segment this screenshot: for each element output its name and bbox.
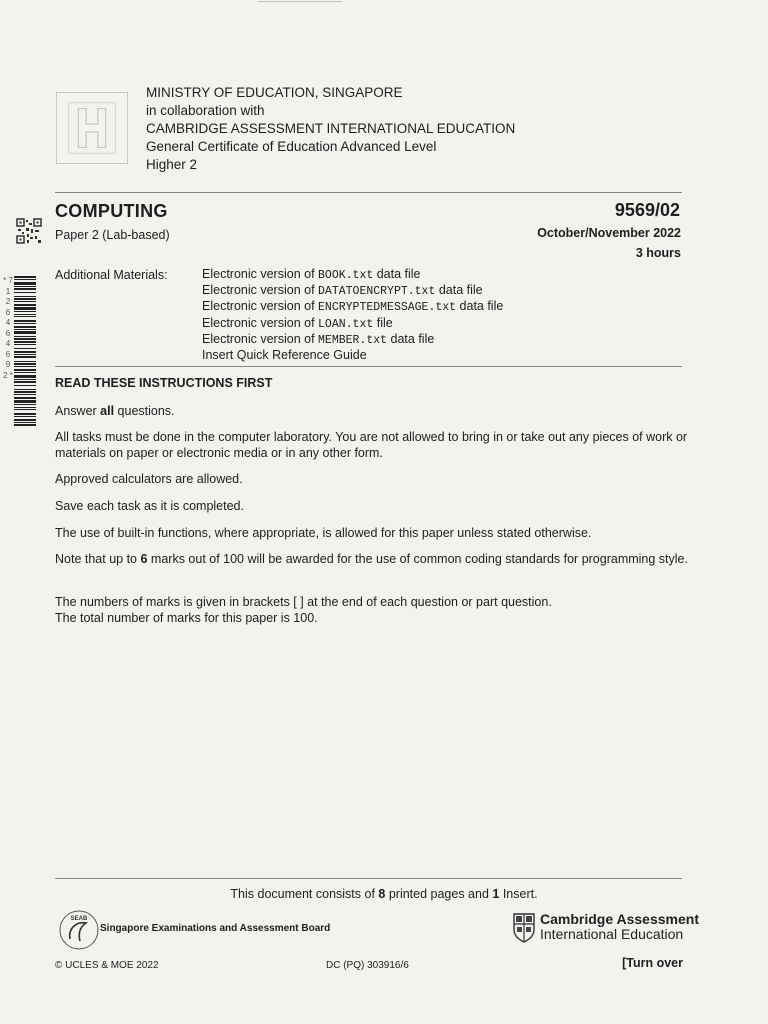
- copyright: © UCLES & MOE 2022: [55, 960, 159, 971]
- cambridge-name: [540, 912, 699, 942]
- header-block: [146, 84, 515, 174]
- barcode-bar: [14, 369, 36, 371]
- syllabus-code: 9569/02: [614, 200, 680, 220]
- barcode-bar: [14, 354, 36, 355]
- instruction-lab: All tasks must be done in the computer laboratory. You are not allowed to bring in or take out any pieces of work or materials on paper or electronic media or in any other form.: [55, 430, 688, 460]
- barcode-bar: [14, 361, 36, 362]
- barcode-bar: [14, 424, 36, 426]
- material-item: Insert Quick Reference Guide: [202, 348, 367, 363]
- top-scan-line: [258, 1, 342, 2]
- barcode-bar: [14, 416, 36, 417]
- cambridge-shield-icon: [512, 912, 536, 944]
- material-item: Electronic version of BOOK.txt data file: [202, 267, 421, 282]
- instruction-save: Save each task as it is completed.: [55, 499, 244, 513]
- instruction-builtin: The use of built-in functions, where appropriate, is allowed for this paper unless stated otherwise.: [55, 526, 592, 540]
- exam-session: October/November 2022: [537, 226, 681, 240]
- turn-over: [Turn over: [622, 956, 683, 970]
- barcode-bar: [14, 409, 36, 410]
- barcode-bar: [14, 316, 36, 317]
- barcode-bar: [14, 336, 36, 337]
- seab-name: Singapore Examinations and Assessment Board: [100, 923, 331, 934]
- barcode-bar: [14, 282, 36, 285]
- barcode-bar: [14, 341, 36, 343]
- barcode-bar: [14, 389, 36, 390]
- instructions-heading: READ THESE INSTRUCTIONS FIRST: [55, 376, 273, 390]
- instruction-coding-standards: Note that up to 6 marks out of 100 will be awarded for the use of common coding standards for programming style.: [55, 552, 688, 566]
- barcode-bar: [14, 292, 36, 293]
- page-count-note: This document consists of 8 printed pages and 1 Insert.: [230, 887, 538, 901]
- barcode-bar: [14, 344, 36, 345]
- barcode-bar: [14, 276, 36, 278]
- qr-code-icon: [16, 218, 42, 244]
- paper-name: Paper 2 (Lab-based): [55, 228, 170, 242]
- cambridge-line-1: Cambridge Assessment: [540, 911, 699, 927]
- barcode-icon: [14, 276, 36, 426]
- barcode-bar: [14, 356, 36, 358]
- header-cambridge: CAMBRIDGE ASSESSMENT INTERNATIONAL EDUCATION: [146, 121, 516, 136]
- barcode-bar: [14, 404, 36, 405]
- barcode-bar: [14, 296, 36, 297]
- barcode-bar: [14, 286, 36, 287]
- svg-text:SEAB: SEAB: [70, 916, 88, 922]
- barcode-bar: [14, 407, 36, 408]
- barcode-bar: [14, 351, 36, 353]
- barcode-bar: [14, 413, 36, 415]
- exam-duration: 3 hours: [635, 246, 681, 260]
- header-level: Higher 2: [146, 157, 198, 172]
- barcode-bar: [14, 329, 36, 330]
- cambridge-line-2: International Education: [540, 926, 684, 942]
- barcode-bar: [14, 385, 36, 386]
- barcode-bar: [14, 363, 36, 365]
- h-letter-icon: [57, 93, 127, 163]
- instruction-marks: The numbers of marks is given in brackets [ ] at the end of each question or part question. The total number of marks for this paper is 100.: [55, 595, 552, 625]
- barcode-bar: [14, 338, 36, 340]
- barcode-bar: [14, 381, 36, 383]
- material-item: Electronic version of DATATOENCRYPT.txt data file: [202, 283, 483, 299]
- barcode-bar: [14, 288, 36, 290]
- barcode-bar: [14, 397, 36, 399]
- header-divider: [55, 192, 682, 193]
- barcode-bar: [14, 331, 36, 334]
- barcode-bar: [14, 326, 36, 328]
- barcode-bar: [14, 394, 36, 395]
- subject-title: COMPUTING: [55, 201, 168, 221]
- material-item: Electronic version of LOAN.txt file: [202, 315, 393, 331]
- barcode-bar: [14, 422, 36, 423]
- barcode-bar: [14, 314, 36, 315]
- document-code: DC (PQ) 303916/6: [326, 960, 409, 971]
- material-item: Electronic version of MEMBER.txt data file: [202, 331, 435, 347]
- barcode-bar: [14, 379, 36, 380]
- barcode-bar: [14, 419, 36, 421]
- header-collaboration: in collaboration with: [146, 103, 265, 118]
- material-item: Electronic version of ENCRYPTEDMESSAGE.txt data file: [202, 299, 504, 315]
- header-ministry: MINISTRY OF EDUCATION, SINGAPORE: [146, 85, 403, 100]
- instruction-calculators: Approved calculators are allowed.: [55, 472, 243, 486]
- materials-label: Additional Materials:: [55, 268, 168, 282]
- instruction-answer-all: Answer all questions.: [55, 404, 175, 418]
- barcode-bar: [14, 320, 36, 322]
- barcode-bar: [14, 366, 36, 367]
- header-certificate: General Certificate of Education Advanced Level: [146, 139, 437, 154]
- barcode-bar: [14, 279, 36, 280]
- barcode-bar: [14, 391, 36, 393]
- barcode-bar: [14, 348, 36, 349]
- barcode-bar: [14, 311, 36, 312]
- seab-logo-icon: [58, 909, 100, 951]
- barcode-bar: [14, 307, 36, 310]
- barcode-bar: [14, 298, 36, 300]
- barcode-digits: * 7 1 2 6 4 6 4 6 9 2 *: [3, 276, 13, 380]
- barcode-bar: [14, 304, 36, 306]
- barcode-bar: [14, 372, 36, 373]
- barcode-bar: [14, 301, 36, 302]
- instructions-divider: [55, 366, 682, 367]
- barcode-bar: [14, 400, 36, 403]
- footer-divider: [55, 878, 682, 879]
- barcode-bar: [14, 375, 36, 378]
- materials-list: [202, 267, 503, 363]
- barcode-bar: [14, 323, 36, 324]
- h2-logo: [56, 92, 128, 164]
